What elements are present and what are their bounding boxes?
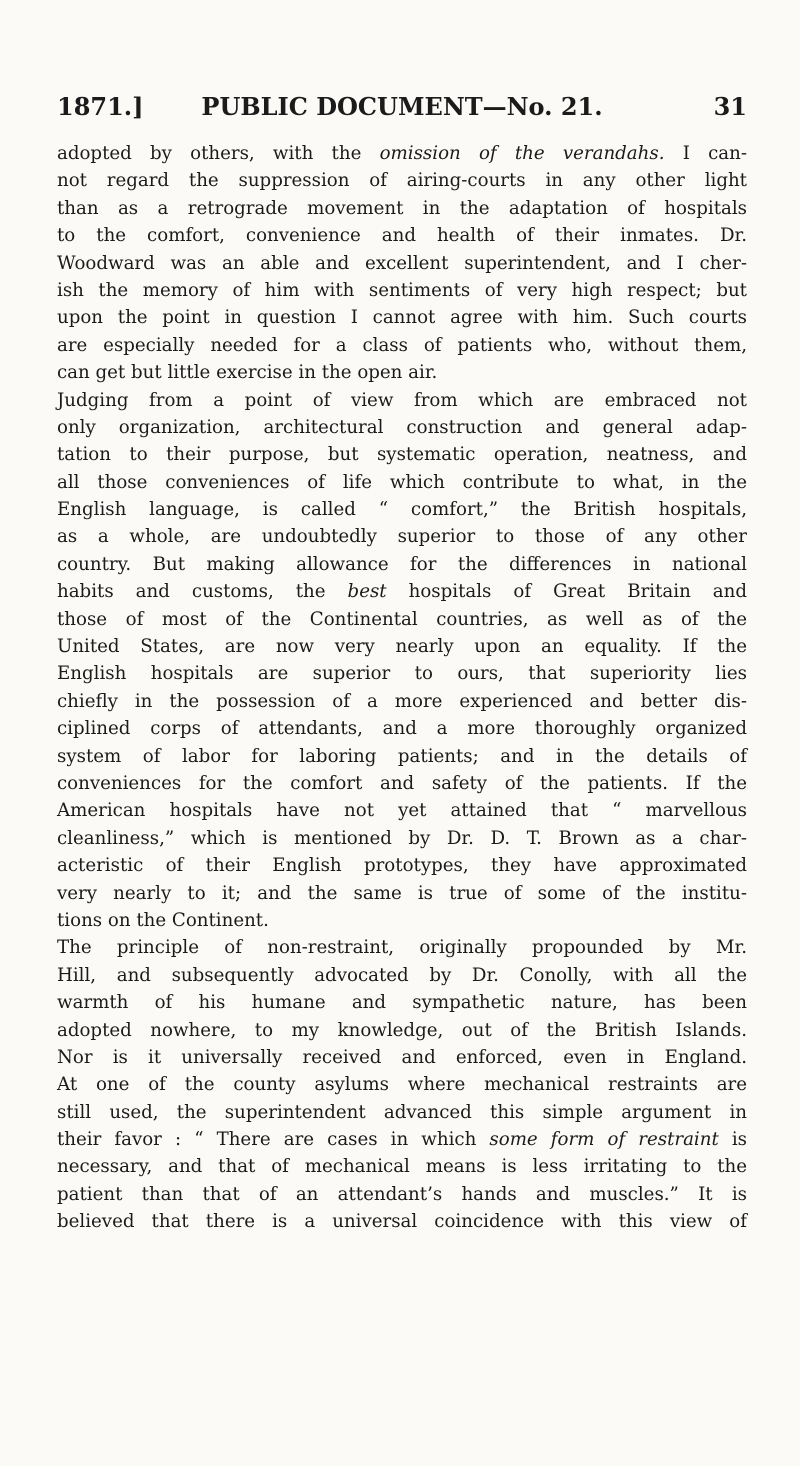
text-line [57, 1208, 747, 1235]
text-run: those of most of the Continental countries, as well as of the [57, 608, 747, 630]
text-run: The principle of non-restraint, originally propounded by Mr. [57, 937, 747, 959]
text-line [57, 387, 747, 414]
text-run: adopted by others, with the [57, 143, 380, 164]
text-line [57, 743, 747, 770]
text-line [57, 989, 747, 1016]
text-run: I can- [664, 143, 748, 164]
text-run: believed that there is a universal coincidence with this view of [57, 1211, 747, 1233]
text-line [57, 551, 747, 578]
text-run: At one of the county asylums where mechanical restraints are [57, 1074, 747, 1096]
text-line [57, 1181, 747, 1208]
text-line [57, 496, 747, 523]
text-line [57, 660, 747, 687]
text-run: Woodward was an able and excellent superintendent, and I cher- [57, 252, 747, 274]
text-line [57, 359, 747, 386]
text-run: can get but little exercise in the open air. [57, 362, 438, 384]
text-line [57, 195, 747, 222]
text-run: upon the point in question I cannot agree with him. Such courts [57, 307, 747, 329]
running-head [57, 90, 747, 124]
text-run: necessary, and that of mechanical means is less irritating to the [57, 1156, 747, 1178]
text-run: country. But making allowance for the differences in national [57, 553, 747, 575]
text-line [57, 715, 747, 742]
text-line [57, 1153, 747, 1180]
text-line [57, 852, 747, 879]
text-line [57, 1071, 747, 1098]
text-line [57, 222, 747, 249]
text-line [57, 825, 747, 852]
text-line [57, 606, 747, 633]
text-run: ish the memory of him with sentiments of very high respect; but [57, 279, 747, 301]
header-year: 1871.] [57, 92, 144, 121]
text-run: tions on the Continent. [57, 909, 269, 931]
text-run: tation to their purpose, but systematic operation, neatness, and [57, 444, 747, 466]
text-run: conveniences for the comfort and safety of the patients. If the [57, 772, 747, 794]
text-line [57, 140, 747, 167]
text-run: acteristic of their English prototypes, they have approximated [57, 855, 747, 877]
text-run: than as a retrograde movement in the adaptation of hospitals [57, 197, 747, 219]
text-line [57, 962, 747, 989]
body-text [57, 140, 747, 1236]
text-line [57, 414, 747, 441]
text-run: chiefly in the possession of a more experienced and better dis- [57, 690, 747, 712]
text-run: American hospitals have not yet attained that “ marvellous [57, 800, 747, 822]
text-run: to the comfort, convenience and health of their inmates. Dr. [57, 225, 747, 247]
text-run: Nor is it universally received and enforced, even in England. [57, 1046, 747, 1068]
text-run: as a whole, are undoubtedly superior to those of any other [57, 526, 747, 548]
text-run: are especially needed for a class of patients who, without them, [57, 334, 747, 356]
italic-phrase: omission of the verandahs. [379, 143, 665, 164]
text-run: hospitals of Great Britain and [386, 581, 747, 603]
text-line [57, 523, 747, 550]
text-run: English hospitals are superior to ours, that superiority lies [57, 663, 747, 685]
text-line [57, 688, 747, 715]
text-run: Hill, and subsequently advocated by Dr. Conolly, with all the [57, 964, 747, 986]
text-run: habits and customs, the [57, 581, 348, 603]
text-run: not regard the suppression of airing-courts in any other light [57, 170, 747, 192]
text-line [57, 1044, 747, 1071]
text-line [57, 277, 747, 304]
italic-phrase: best [347, 581, 387, 603]
text-line [57, 469, 747, 496]
text-line [57, 797, 747, 824]
text-line [57, 907, 747, 934]
text-run: only organization, architectural construction and general adap- [57, 416, 747, 438]
italic-phrase: some form of restraint [489, 1129, 719, 1151]
text-run: warmth of his humane and sympathetic nature, has been [57, 992, 747, 1014]
text-run: ciplined corps of attendants, and a more thoroughly organized [57, 718, 747, 740]
text-line [57, 1017, 747, 1044]
text-line [57, 1126, 747, 1153]
text-run: still used, the superintendent advanced this simple argument in [57, 1101, 747, 1123]
text-line [57, 880, 747, 907]
text-run: adopted nowhere, to my knowledge, out of the British Islands. [57, 1019, 747, 1041]
text-run: is [718, 1129, 748, 1151]
text-line [57, 167, 747, 194]
text-run: their favor : “ There are cases in which [57, 1129, 490, 1151]
text-line [57, 304, 747, 331]
text-line [57, 441, 747, 468]
text-run: United States, are now very nearly upon an equality. If the [57, 636, 747, 658]
text-line [57, 1099, 747, 1126]
text-run: system of labor for laboring patients; and in the details of [57, 745, 747, 767]
text-run: all those conveniences of life which contribute to what, in the [57, 471, 747, 493]
text-line [57, 934, 747, 961]
text-line [57, 578, 747, 605]
header-title: PUBLIC DOCUMENT—No. 21. [201, 92, 603, 121]
page-number: 31 [713, 92, 747, 121]
text-run: cleanliness,” which is mentioned by Dr. D. T. Brown as a char- [57, 827, 747, 849]
text-run: very nearly to it; and the same is true of some of the institu- [57, 882, 747, 904]
text-line [57, 770, 747, 797]
text-run: patient than that of an attendant’s hands and muscles.” It is [57, 1183, 747, 1205]
text-line [57, 250, 747, 277]
text-run: English language, is called “ comfort,” the British hospitals, [57, 499, 747, 521]
text-run: Judging from a point of view from which are embraced not [57, 389, 747, 411]
text-line [57, 332, 747, 359]
text-line [57, 633, 747, 660]
